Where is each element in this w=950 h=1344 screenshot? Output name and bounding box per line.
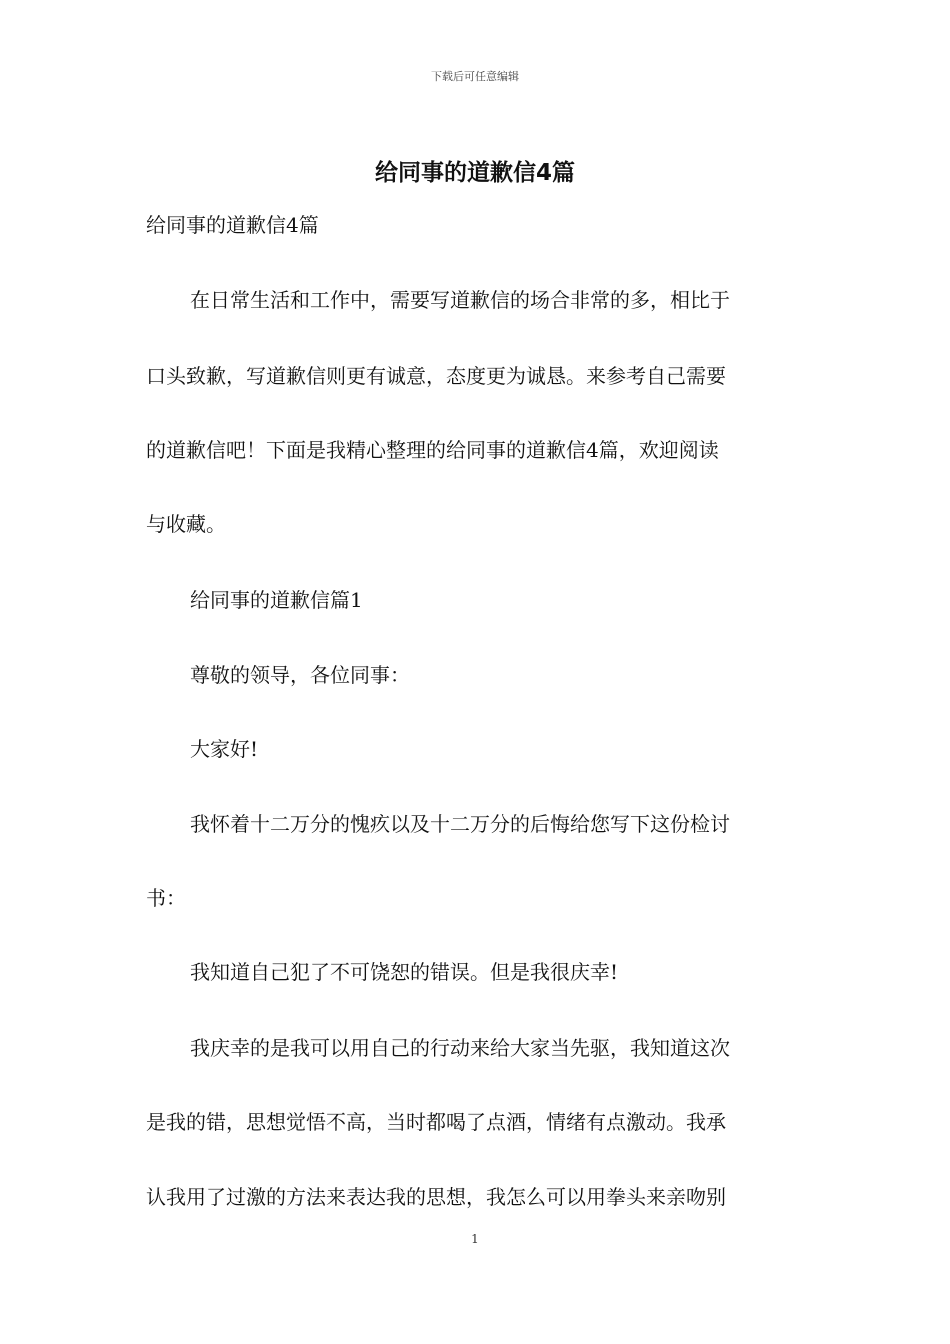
body-line: 与收藏。 — [146, 512, 226, 536]
body-line: 书： — [146, 886, 186, 910]
body-line: 在日常生活和工作中，需要写道歉信的场合非常的多，相比于 — [190, 288, 730, 312]
subtitle-line: 给同事的道歉信4篇 — [146, 213, 319, 237]
body-line: 我知道自己犯了不可饶恕的错误。但是我很庆幸! — [190, 960, 619, 984]
header-note: 下载后可任意编辑 — [431, 70, 519, 83]
body-line: 是我的错，思想觉悟不高，当时都喝了点酒，情绪有点激动。我承 — [146, 1110, 726, 1134]
page-number: 1 — [471, 1232, 479, 1246]
body-line: 我庆幸的是我可以用自己的行动来给大家当先驱，我知道这次 — [190, 1036, 730, 1060]
document-title: 给同事的道歉信4篇 — [374, 160, 575, 186]
body-line: 我怀着十二万分的愧疚以及十二万分的后悔给您写下这份检讨 — [190, 812, 730, 836]
salutation: 尊敬的领导，各位同事： — [190, 663, 410, 687]
greeting: 大家好! — [190, 737, 259, 761]
body-line: 口头致歉，写道歉信则更有诚意，态度更为诚恳。来参考自己需要 — [146, 364, 726, 388]
body-line: 的道歉信吧！下面是我精心整理的给同事的道歉信4篇，欢迎阅读 — [146, 438, 719, 462]
body-line: 认我用了过激的方法来表达我的思想，我怎么可以用拳头来亲吻别 — [146, 1185, 726, 1209]
section-heading: 给同事的道歉信篇1 — [190, 588, 363, 612]
